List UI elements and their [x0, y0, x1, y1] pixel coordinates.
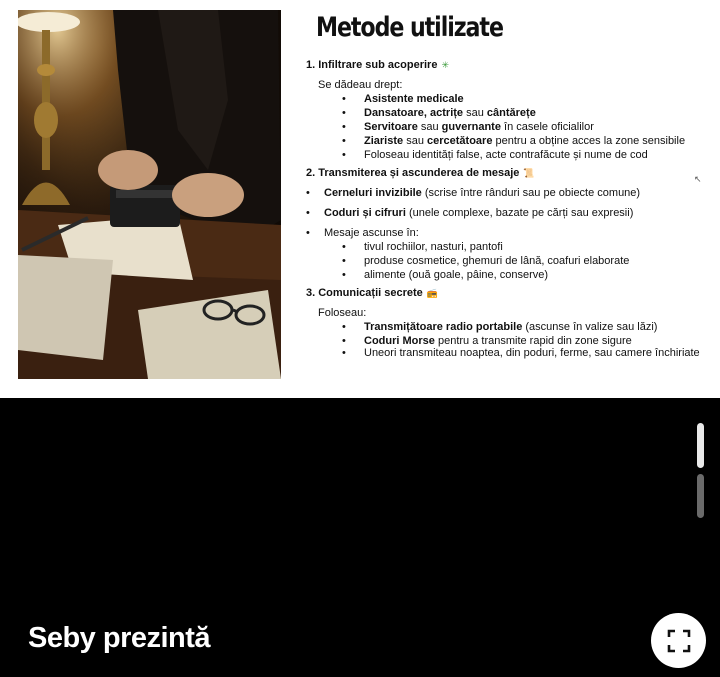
section1-list [306, 92, 706, 162]
bold-text: Cerneluri invizibile [324, 187, 422, 199]
list-item [306, 320, 706, 334]
section-heading-1 [306, 58, 706, 72]
presenter-label: Seby prezintă [28, 622, 211, 654]
slide-content [306, 58, 706, 358]
list-item [306, 348, 706, 358]
scrollbar-track[interactable] [697, 474, 704, 518]
list-item [306, 186, 706, 200]
list-item [306, 120, 706, 134]
plain-text: (ascunse în valize sau lăzi) [522, 321, 658, 333]
sparkle-icon: ✳ [441, 60, 449, 70]
bold-text: Ziariste [364, 135, 404, 147]
plain-text: sau [417, 121, 442, 133]
bold-text: guvernante [441, 121, 501, 133]
plain-text: Mesaje ascunse în: [324, 227, 419, 239]
fullscreen-button[interactable] [651, 613, 706, 668]
list-item [306, 92, 706, 106]
slide-title: Metode utilizate [316, 12, 503, 43]
plain-text: (scrise între rânduri sau pe obiecte comune) [421, 187, 641, 199]
list-item [306, 148, 706, 162]
plain-text: Uneori transmiteau noaptea, din poduri, ferme, sau camere închiriate [364, 347, 700, 359]
section-heading-text: 1. Infiltrare sub acoperire [306, 59, 438, 71]
slide-photo [18, 10, 281, 379]
radio-icon: 📻 [426, 288, 438, 298]
section-heading-3 [306, 286, 706, 300]
list-item: • produse cosmetice, ghemuri de lână, coafuri elaborate [306, 254, 706, 268]
bold-text: Coduri și cifruri [324, 207, 406, 219]
list-item: • alimente (ouă goale, pâine, conserve) [306, 268, 706, 282]
section-heading-text: 2. Transmiterea și ascunderea de mesaje [306, 167, 520, 179]
plain-text: pentru a transmite rapid din zone sigure [434, 335, 632, 347]
plain-text: sau [463, 107, 487, 119]
bold-text: Dansatoare, actrițe [364, 107, 464, 119]
mouse-cursor-icon: ↖ [694, 174, 702, 184]
list-item [306, 334, 706, 348]
section2-list [306, 186, 706, 240]
scrollbar-thumb[interactable] [697, 423, 704, 468]
section-intro: Se dădeau drept: [318, 79, 403, 91]
plain-text: Foloseau identități false, acte contrafăcute și nume de cod [364, 149, 648, 161]
bold-text: cercetătoare [427, 135, 493, 147]
list-item [306, 106, 706, 120]
bold-text: Transmițătoare radio portabile [364, 321, 523, 333]
list-item [306, 134, 706, 148]
hidden-messages-list [306, 240, 706, 282]
plain-text: sau [403, 135, 427, 147]
list-item [306, 226, 706, 240]
bold-text: cântărețe [486, 107, 536, 119]
section-heading-2 [306, 166, 706, 180]
list-item [306, 206, 706, 220]
list-item: • tivul rochiilor, nasturi, pantofi [306, 240, 706, 254]
section-intro: Foloseau: [318, 307, 367, 319]
section3-list [306, 320, 706, 358]
plain-text: (unele complexe, bazate pe cărți sau expresii) [405, 207, 634, 219]
bold-text: Asistente medicale [364, 93, 464, 105]
plain-text: în casele oficialilor [500, 121, 594, 133]
plain-text: pentru a obține acces la zone sensibile [492, 135, 686, 147]
section-heading-text: 3. Comunicații secrete [306, 287, 423, 299]
bold-text: Servitoare [364, 121, 418, 133]
fullscreen-icon [667, 629, 691, 653]
bold-text: Coduri Morse [364, 335, 435, 347]
scroll-icon: 📜 [523, 168, 535, 178]
